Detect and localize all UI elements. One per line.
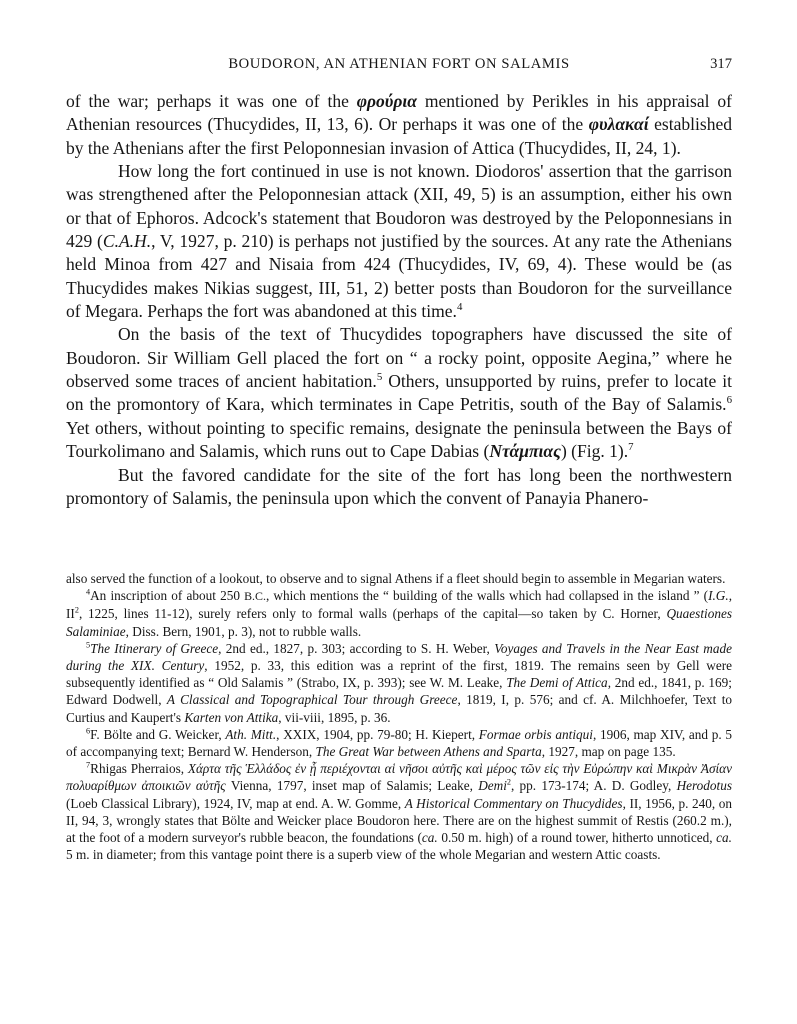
italic-citation: Quaestiones Salaminiae	[66, 606, 732, 639]
text-run: (Loeb Classical Library), 1924, IV, map at end. A. W. Gomme,	[66, 795, 405, 811]
footnote-ref-4: 4	[456, 301, 463, 314]
italic-citation: C.A.H.	[102, 231, 152, 252]
footnote-number: 7	[86, 760, 91, 770]
italic-abbreviation: ca.	[716, 830, 732, 846]
paragraph-1	[66, 90, 732, 160]
text-run: F. Bölte and G. Weicker,	[90, 726, 226, 742]
footnote-ref-7: 7	[628, 441, 634, 454]
text-run: of the war; perhaps it was one of the	[66, 91, 357, 111]
footnote-continuation	[66, 570, 732, 587]
paragraph-2	[66, 160, 732, 323]
running-title: BOUDORON, AN ATHENIAN FORT ON SALAMIS	[228, 56, 570, 72]
footnote-5	[66, 640, 732, 726]
italic-citation: Herodotus	[676, 778, 733, 794]
italic-citation: I.G.	[708, 588, 729, 604]
footnote-4	[66, 587, 732, 640]
text-run: , 1819, I, p. 576; and cf. A. Milchhoefer, Text to Curtius and Kaupert's	[66, 692, 732, 725]
italic-citation: Karten von Attika	[184, 709, 279, 725]
page-number: 317	[710, 56, 732, 72]
italic-citation: Formae orbis antiqui	[478, 726, 593, 742]
superscript: 2	[74, 606, 79, 615]
text-run: Yet others, without pointing to specific remains, designate the peninsula between the Bays of Tourkolimano and Salamis, which runs out to Cape Dabias (	[66, 417, 732, 462]
superscript: 2	[506, 778, 511, 788]
page-header	[66, 56, 732, 78]
text-run: established by the Athenians after the first Peloponnesian invasion of Attica (Thucydides, II, 24, 1).	[66, 114, 733, 158]
text-run: , V, 1927, p. 210) is perhaps not justified by the sources. At any rate the Athenians held Minoa from 427 and Nisaia from 424 (Thucydides, IV, 69, 4). These would be (as Thucydides makes Nikias suggest, III, 51, 2) better posts than Boudoron for the surveillance of Megara. Perhaps the fort was abandoned at this time.	[66, 231, 732, 322]
italic-citation: A Classical and Topographical Tour through Greece	[166, 692, 458, 708]
text-run: , 2nd ed., 1841, p. 169; Edward Dodwell,	[66, 675, 732, 708]
text-run: ) (Fig. 1).	[560, 441, 629, 462]
footnote-7	[66, 760, 732, 863]
text-run: , vii-viii, 1895, p. 36.	[278, 709, 391, 725]
text-run: , 1927, map on page 135.	[541, 744, 676, 760]
text-run: , II, 1956, p. 240, on II, 94, 3, wrongly states that Bölte and Weicker place Boudoron here. There are on the highest summit of Restis (260.2 m.), at the foot of a modern surveyor's rubble beacon, the foundations (	[66, 795, 732, 846]
italic-citation: Demi	[478, 778, 507, 794]
text-run: , 1225, lines 11-12), surely refers only to formal walls (perhaps of the capital—so taken by C. Horner,	[78, 606, 667, 622]
footnote-ref-5: 5	[376, 371, 383, 384]
text-run: , 1952, p. 33, this edition was a reprint of the first, 1819. The remains seen by Gell were subsequently identified as “ Old Salamis ” (Strabo, IX, p. 393); see W. M. Leake,	[66, 658, 732, 691]
italic-citation: Voyages and Travels in the Near East made during the XIX. Century	[66, 640, 732, 674]
main-body-text	[66, 90, 732, 510]
paragraph-4	[66, 464, 732, 511]
text-run: , pp. 173-174; A. D. Godley,	[511, 778, 677, 794]
italic-citation: A Historical Commentary on Thucydides	[404, 795, 623, 811]
greek-term-phrouria: φρούρια	[356, 91, 417, 111]
text-run: , which mentions the “ building of the walls which had collapsed in the island ” (	[265, 588, 709, 604]
text-run: , Diss. Bern, 1901, p. 3), not to rubble walls.	[125, 623, 362, 639]
text-run: , 1906, map XIV, and p. 5 of accompanying text; Bernard W. Henderson,	[66, 726, 732, 760]
text-run: , 2nd ed., 1827, p. 303; according to S. H. Weber,	[218, 640, 495, 656]
text-run: How long the fort continued in use is not known. Diodoros' assertion that the garrison was strengthened after the Peloponnesian attack (XII, 49, 5) is an assumption, either his own or that of Ephoros. Adcock's statement that Boudoron was destroyed by the Peloponnesians in 429 (	[66, 161, 732, 252]
text-run: also served the function of a lookout, to observe and to signal Athens if a fleet should begin to assemble in Megarian waters.	[66, 571, 726, 586]
text-run: But the favored candidate for the site of the fort has long been the northwestern promontory of Salamis, the peninsula upon which the convent of Panayia Phanero-	[66, 464, 732, 508]
text-run: mentioned by Perikles in his appraisal of Athenian resources (Thucydides, II, 13, 6). Or perhaps it was one of the	[66, 91, 732, 135]
text-run: An inscription of about 250	[90, 588, 245, 604]
footnote-6	[66, 726, 732, 760]
text-run: , XXIX, 1904, pp. 79-80; H. Kiepert,	[276, 726, 479, 742]
italic-abbreviation: ca.	[421, 830, 438, 846]
text-run: , II	[66, 588, 732, 622]
small-caps-run: B.C.	[244, 589, 266, 604]
footnote-ref-6: 6	[726, 394, 732, 407]
italic-citation: The Great War between Athens and Sparta	[315, 744, 542, 760]
greek-term-dampias: Ντάμπιας	[489, 441, 561, 462]
footnote-number: 6	[86, 726, 91, 736]
footnote-number: 4	[86, 587, 91, 597]
text-run: On the basis of the text of Thucydides topographers have discussed the site of Boudoron. Sir William Gell placed the fort on “ a rocky point, opposite Aegina,” where he observed some traces of ancient habitation.	[66, 324, 732, 392]
italic-citation: Ath. Mitt.	[225, 726, 277, 742]
text-run: Rhigas Pherraios,	[90, 761, 188, 777]
paragraph-3	[66, 323, 732, 463]
text-run: 0.50 m. high) of a round tower, hitherto unnoticed,	[437, 830, 717, 846]
footnotes	[66, 570, 732, 863]
text-run: Others, unsupported by ruins, prefer to locate it on the promontory of Kara, which terminates in Cape Petritis, south of the Bay of Salamis.	[66, 371, 733, 415]
italic-citation: The Demi of Attica	[506, 675, 608, 691]
footnote-number: 5	[86, 640, 91, 650]
text-run: Vienna, 1797, inset map of Salamis; Leake,	[225, 778, 479, 794]
greek-term-phylakai: φυλακαί	[588, 114, 649, 135]
greek-map-title: Χάρτα τῆς Ἑλλάδος ἐν ᾗ περιέχονται αἱ νῆσοι αὐτῆς καὶ μέρος τῶν εἰς τὴν Εὐρώπην καὶ Μικρὰν Ἀσίαν πολυαρίθμων ἀποικιῶν αὐτῆς	[66, 761, 732, 794]
text-run: 5 m. in diameter; from this vantage point there is a superb view of the whole Megarian and western Attic coasts.	[66, 847, 661, 863]
italic-citation: The Itinerary of Greece	[90, 640, 219, 656]
